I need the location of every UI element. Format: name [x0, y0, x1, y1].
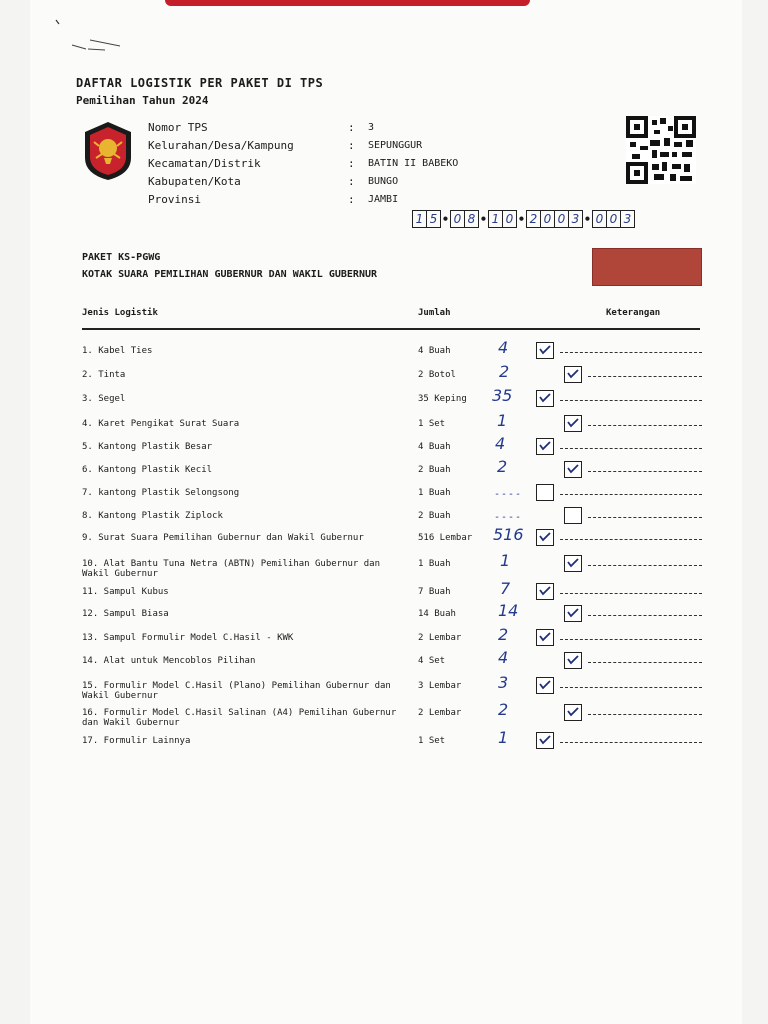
handwritten-count: ----: [494, 489, 523, 500]
note-dotted-line: [588, 714, 702, 715]
checkmark-icon: [538, 439, 552, 452]
item-qty: 3 Lembar: [418, 681, 462, 691]
handwritten-count: 2: [499, 362, 510, 381]
checkmark-icon: [566, 462, 580, 475]
checkmark-icon: [566, 653, 580, 666]
info-colon: :: [348, 193, 355, 206]
item-name: 13. Sampul Formulir Model C.Hasil - KWK: [82, 633, 294, 643]
handwritten-count: 14: [498, 601, 519, 620]
info-label: Provinsi: [148, 193, 201, 206]
checkbox[interactable]: [564, 461, 582, 478]
item-qty: 1 Set: [418, 419, 446, 429]
item-name: 12. Sampul Biasa: [82, 609, 169, 619]
code-group: [592, 210, 635, 228]
code-group: [488, 210, 517, 228]
qr-code-icon: [626, 116, 696, 184]
code-digit: 0: [593, 211, 607, 227]
item-qty: 516 Lembar: [418, 533, 473, 543]
checkbox[interactable]: [536, 629, 554, 646]
checkmark-icon: [538, 391, 552, 404]
note-dotted-line: [560, 687, 702, 688]
checkbox[interactable]: [564, 704, 582, 721]
handwritten-count: 4: [498, 648, 509, 667]
checkmark-icon: [566, 367, 580, 380]
item-qty: 4 Set: [418, 656, 446, 666]
note-dotted-line: [560, 539, 702, 540]
item-qty: 1 Buah: [418, 559, 451, 569]
item-name: 9. Surat Suara Pemilihan Gubernur dan Wakil Gubernur: [82, 533, 364, 543]
item-qty: 7 Buah: [418, 587, 451, 597]
info-value: 3: [368, 122, 375, 133]
note-dotted-line: [588, 425, 702, 426]
code-digit: 5: [429, 212, 438, 226]
item-name: 2. Tinta: [82, 370, 126, 380]
item-name: 5. Kantong Plastik Besar: [82, 442, 213, 452]
item-name: 10. Alat Bantu Tuna Netra (ABTN) Pemilihan Gubernur dan Wakil Gubernur: [82, 559, 381, 579]
checkbox[interactable]: [536, 342, 554, 359]
item-qty: 2 Lembar: [418, 633, 462, 643]
checkbox[interactable]: [564, 366, 582, 383]
checkmark-icon: [566, 556, 580, 569]
item-qty: 2 Lembar: [418, 708, 462, 718]
code-group: [450, 210, 479, 228]
handwritten-count: 1: [498, 728, 509, 747]
packet-code: PAKET KS-PGWG: [82, 252, 161, 263]
note-dotted-line: [560, 593, 702, 594]
item-name: 8. Kantong Plastik Ziplock: [82, 511, 223, 521]
code-digit: 8: [467, 212, 476, 226]
handwritten-count: 2: [498, 700, 509, 719]
checkbox[interactable]: [536, 583, 554, 600]
document-subtitle: Pemilihan Tahun 2024: [76, 94, 209, 107]
code-group: [526, 210, 583, 228]
item-name: 17. Formulir Lainnya: [82, 736, 191, 746]
checkbox[interactable]: [536, 732, 554, 749]
item-qty: 14 Buah: [418, 609, 456, 619]
code-digit: 3: [623, 212, 632, 226]
item-name: 1. Kabel Ties: [82, 346, 153, 356]
checkmark-icon: [566, 606, 580, 619]
column-header-item: Jenis Logistik: [82, 308, 158, 318]
handwritten-count: ----: [494, 512, 523, 523]
code-digit: 0: [607, 211, 621, 227]
checkbox[interactable]: [564, 605, 582, 622]
code-separator: •: [517, 212, 526, 226]
info-label: Nomor TPS: [148, 121, 208, 134]
checkbox[interactable]: [536, 438, 554, 455]
note-dotted-line: [588, 662, 702, 663]
item-name: 4. Karet Pengikat Surat Suara: [82, 419, 240, 429]
item-name: 7. kantong Plastik Selongsong: [82, 488, 240, 498]
header-divider: [82, 328, 700, 330]
checkmark-icon: [538, 343, 552, 356]
note-dotted-line: [560, 742, 702, 743]
handwritten-count: 4: [498, 338, 509, 357]
item-name: 15. Formulir Model C.Hasil (Plano) Pemilihan Gubernur dan Wakil Gubernur: [82, 681, 391, 701]
code-digit: 0: [541, 211, 555, 227]
code-digit: 0: [451, 211, 465, 227]
handwritten-count: 1: [497, 411, 508, 430]
code-separator: •: [479, 212, 488, 226]
checkbox[interactable]: [536, 529, 554, 546]
checkbox[interactable]: [564, 415, 582, 432]
column-header-qty: Jumlah: [418, 308, 451, 318]
document-title: DAFTAR LOGISTIK PER PAKET DI TPS: [76, 76, 324, 90]
item-qty: 4 Buah: [418, 346, 451, 356]
checkmark-icon: [566, 416, 580, 429]
checkmark-icon: [538, 733, 552, 746]
item-qty: 2 Botol: [418, 370, 456, 380]
checkbox[interactable]: [536, 484, 554, 501]
handwritten-count: 1: [500, 551, 511, 570]
handwritten-count: 2: [497, 457, 508, 476]
info-colon: :: [348, 139, 355, 152]
info-value: JAMBI: [368, 194, 399, 205]
item-qty: 2 Buah: [418, 511, 451, 521]
item-qty: 1 Buah: [418, 488, 451, 498]
info-colon: :: [348, 175, 355, 188]
handwritten-count: 516: [493, 525, 524, 544]
checkbox[interactable]: [564, 555, 582, 572]
code-separator: •: [583, 212, 592, 226]
item-name: 14. Alat untuk Mencoblos Pilihan: [82, 656, 256, 666]
code-group: [412, 210, 441, 228]
info-value: BUNGO: [368, 176, 399, 187]
pen-scribble-icon: [50, 12, 130, 62]
code-separator: •: [441, 212, 450, 226]
code-digit: 0: [555, 211, 569, 227]
checkbox[interactable]: [564, 507, 582, 524]
info-label: Kelurahan/Desa/Kampung: [148, 139, 294, 152]
item-qty: 4 Buah: [418, 442, 451, 452]
checkmark-icon: [566, 705, 580, 718]
checkmark-icon: [538, 678, 552, 691]
checkbox[interactable]: [536, 677, 554, 694]
checkmark-icon: [538, 530, 552, 543]
item-name: 6. Kantong Plastik Kecil: [82, 465, 213, 475]
tps-code-boxes: [412, 210, 635, 228]
handwritten-count: 4: [495, 434, 506, 453]
info-value: BATIN II BABEKO: [368, 158, 459, 169]
item-name: 11. Sampul Kubus: [82, 587, 169, 597]
info-value: SEPUNGGUR: [368, 140, 423, 151]
note-dotted-line: [588, 376, 702, 377]
item-qty: 2 Buah: [418, 465, 451, 475]
info-colon: :: [348, 157, 355, 170]
code-digit: 3: [571, 212, 580, 226]
info-colon: :: [348, 121, 355, 134]
code-digit: 1: [413, 211, 427, 227]
handwritten-count: 2: [498, 625, 509, 644]
info-label: Kabupaten/Kota: [148, 175, 241, 188]
handwritten-count: 35: [492, 386, 513, 405]
note-dotted-line: [560, 494, 702, 495]
item-name: 16. Formulir Model C.Hasil Salinan (A4) Pemilihan Gubernur dan Wakil Gubernur: [82, 708, 397, 728]
packet-color-swatch: [592, 248, 702, 286]
note-dotted-line: [588, 615, 702, 616]
note-dotted-line: [588, 517, 702, 518]
note-dotted-line: [560, 400, 702, 401]
info-label: Kecamatan/Distrik: [148, 157, 261, 170]
item-qty: 1 Set: [418, 736, 446, 746]
handwritten-count: 7: [500, 579, 511, 598]
note-dotted-line: [588, 565, 702, 566]
code-digit: 2: [527, 211, 541, 227]
note-dotted-line: [560, 639, 702, 640]
packet-name: KOTAK SUARA PEMILIHAN GUBERNUR DAN WAKIL GUBERNUR: [82, 269, 378, 280]
checkmark-icon: [538, 584, 552, 597]
item-name: 3. Segel: [82, 394, 126, 404]
code-digit: 1: [489, 211, 503, 227]
handwritten-count: 3: [498, 673, 509, 692]
note-dotted-line: [560, 352, 702, 353]
checkbox[interactable]: [536, 390, 554, 407]
checkmark-icon: [538, 630, 552, 643]
note-dotted-line: [560, 448, 702, 449]
kpu-logo-icon: [82, 120, 134, 182]
item-qty: 35 Keping: [418, 394, 467, 404]
checkbox[interactable]: [564, 652, 582, 669]
envelope-red-strip: [165, 0, 530, 6]
note-dotted-line: [588, 471, 702, 472]
column-header-note: Keterangan: [606, 308, 661, 318]
code-digit: 0: [505, 212, 514, 226]
